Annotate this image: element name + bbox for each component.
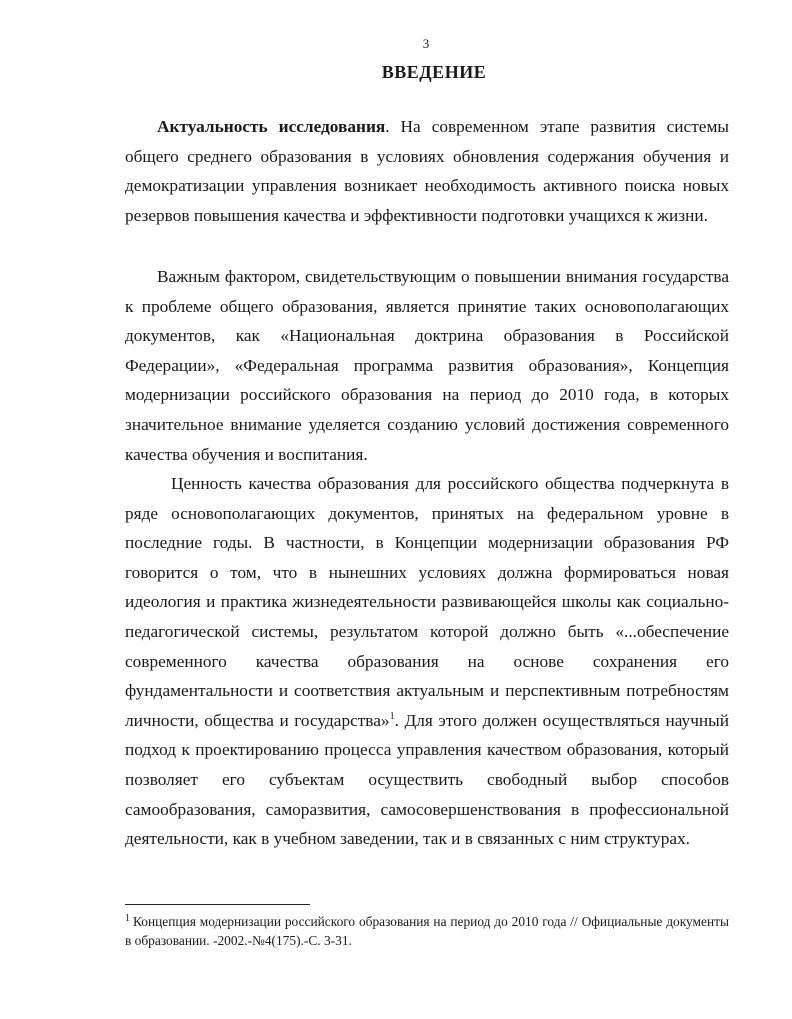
quality-value-text-after: . Для этого должен осуществляться научный подход к проектированию процесса управления качеством образования, который позволяет его субъектам осуществить свободный выбор способов самообразования, саморазвития, самосовершенствования в профессиональной деятельности, как в учебном заведении, так и в связанных с ним структурах. (125, 710, 729, 849)
relevance-text: . На современном этапе развития системы общего среднего образования в условиях обновления содержания обучения и демократизации управления возникает необходимость активного поиска новых резервов повышения качества и эффективности подготовки учащихся к жизни. (125, 117, 729, 225)
footnote-reference: 1 (389, 710, 395, 722)
paragraph-state-documents (125, 262, 729, 469)
footnote-divider (125, 904, 310, 905)
page-number: 3 (422, 36, 430, 51)
paragraph-quality-value (125, 469, 729, 854)
paragraph-relevance (125, 112, 729, 230)
footnote-text: Концепция модернизации российского образования на период до 2010 года // Официальные документы в образовании. -2002.-№4(175).-С. 3-31. (125, 914, 729, 948)
relevance-lead: Актуальность исследования (157, 117, 386, 136)
footnote-marker: 1 (125, 912, 130, 924)
footnote (125, 912, 729, 950)
quality-value-text-before: Ценность качества образования для российского общества подчеркнута в ряде основополагающих документов, принятых на федеральном уровне в последние годы. В частности, в Концепции модернизации образования РФ говорится о том, что в нынешних условиях должна формироваться новая идеология и практика жизнедеятельности развивающейся школы как социально-педагогической системы, результатом которой должно быть «...обеспечение современного качества образования на основе сохранения его фундаментальности и соответствия актуальным и перспективным потребностям личности, общества и государства» (125, 474, 729, 730)
state-documents-text: Важным фактором, свидетельствующим о повышении внимания государства к проблеме общего образования, является принятие таких основополагающих документов, как «Национальная доктрина образования в Российской Федерации», «Федеральная программа развития образования», Концепция модернизации российского образования на период до 2010 года, в которых значительное внимание уделяется созданию условий достижения современного качества обучения и воспитания. (125, 267, 729, 464)
page-title: ВВЕДЕНИЕ (381, 62, 487, 82)
